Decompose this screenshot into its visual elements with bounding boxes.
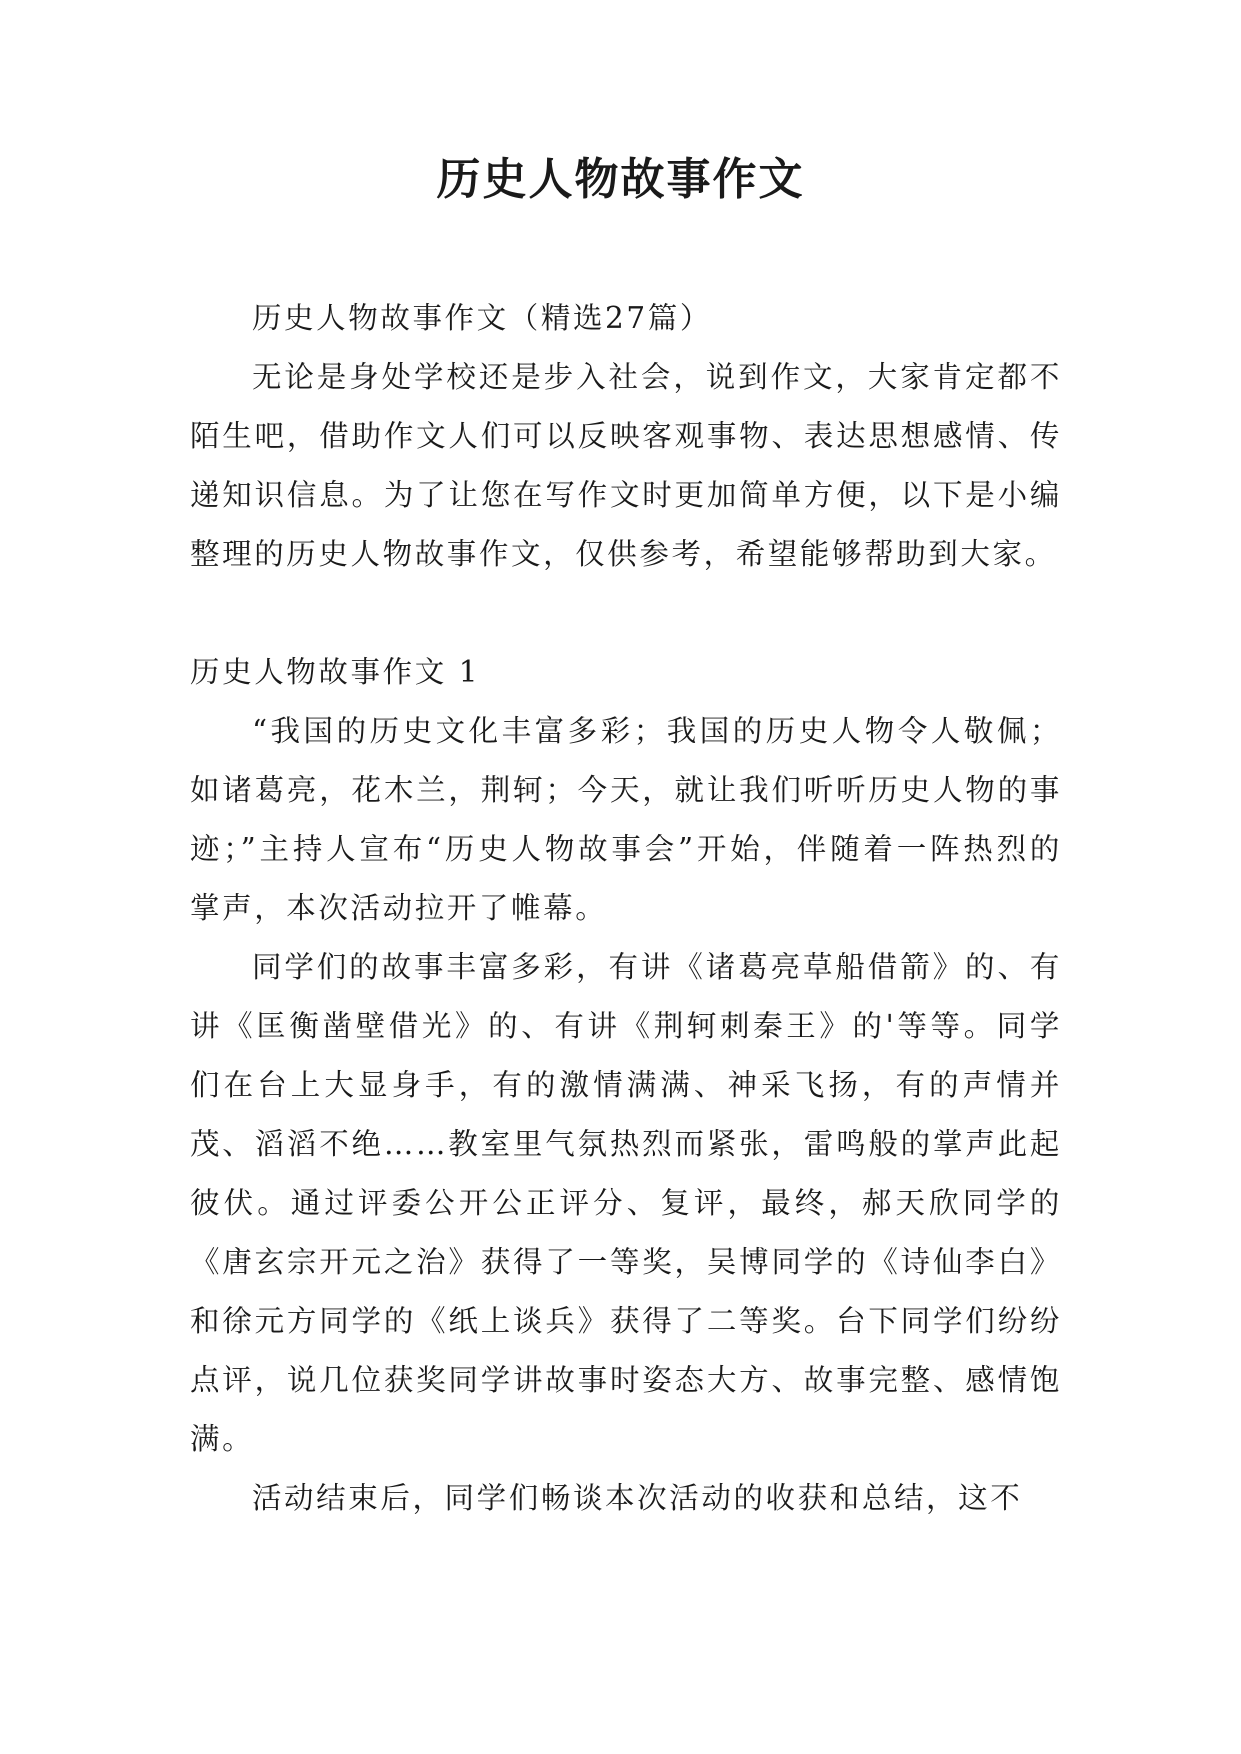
page-title: 历史人物故事作文	[436, 154, 805, 205]
document-subtitle: 历史人物故事作文（精选27篇）	[251, 301, 712, 335]
section-heading: 历史人物故事作文 1	[190, 655, 481, 689]
story-paragraph-1: “我国的历史文化丰富多彩；我国的历史人物令人敬佩；如诸葛亮，花木兰，荆轲；今天，就让我们听听历史人物的事迹；”主持人宣布“历史人物故事会”开始，伴随着一阵热烈的掌声，本次活动拉开了帷幕。	[190, 714, 1062, 925]
document-body	[190, 289, 1062, 1528]
intro-paragraph: 无论是身处学校还是步入社会，说到作文，大家肯定都不陌生吧，借助作文人们可以反映客观事物、表达思想感情、传递知识信息。为了让您在写作文时更加简单方便，以下是小编整理的历史人物故事作文，仅供参考，希望能够帮助到大家。	[190, 360, 1062, 571]
story-paragraph-2: 同学们的故事丰富多彩，有讲《诸葛亮草船借箭》的、有讲《匡衡凿壁借光》的、有讲《荆轲刺秦王》的'等等。同学们在台上大显身手，有的激情满满、神采飞扬，有的声情并茂、滔滔不绝……教室里气氛热烈而紧张，雷鸣般的掌声此起彼伏。通过评委公开公正评分、复评，最终，郝天欣同学的《唐玄宗开元之治》获得了一等奖，吴博同学的《诗仙李白》和徐元方同学的《纸上谈兵》获得了二等奖。台下同学们纷纷点评，说几位获奖同学讲故事时姿态大方、故事完整、感情饱满。	[190, 950, 1062, 1456]
story-paragraph-3: 活动结束后，同学们畅谈本次活动的收获和总结，这不	[251, 1481, 1023, 1515]
